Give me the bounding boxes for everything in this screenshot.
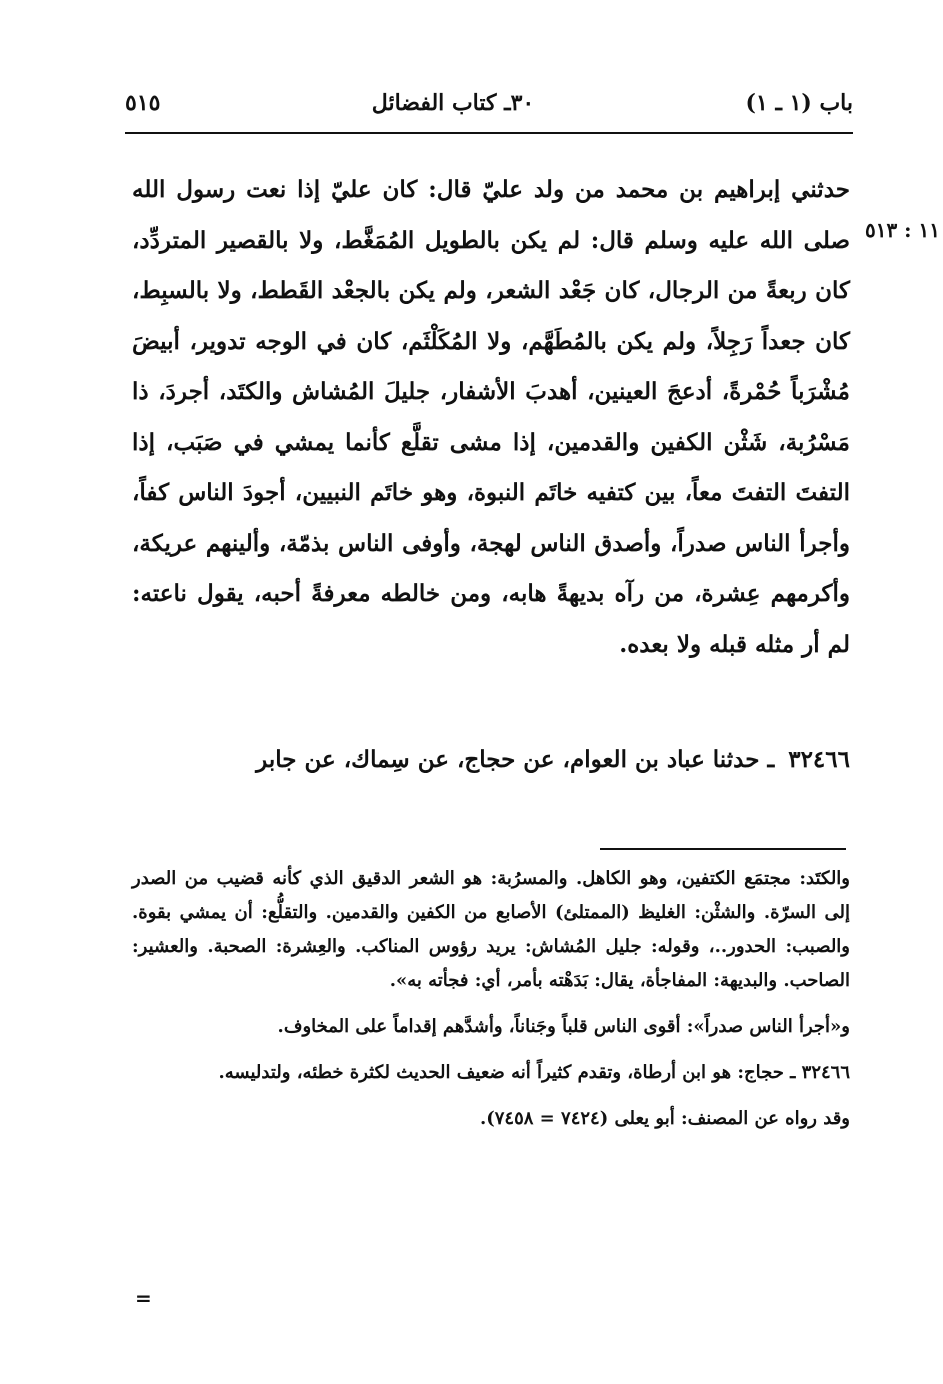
footnote-source: وقد رواه عن المصنف: أبو يعلى (٧٤٢٤ = ٧٤٥٨). xyxy=(479,1108,850,1129)
footnotes xyxy=(132,862,850,1146)
footnote-separator xyxy=(600,848,846,850)
chapter-label: باب (١ ـ ١) xyxy=(745,90,853,116)
hadith-entry xyxy=(132,735,850,785)
margin-reference: ١١ : ٥١٣ xyxy=(864,218,940,242)
page-header xyxy=(125,80,853,126)
footnote-narrator: ٣٢٤٦٦ ـ حجاج: هو ابن أرطاة، وتقدم كثيراً أنه ضعيف الحديث لكثرة خطئه، ولتدليسه. xyxy=(218,1062,850,1083)
hadith-text: ـ حدثنا عباد بن العوام، عن حجاج، عن سِماك، عن جابر xyxy=(256,746,775,773)
book-title: ٣٠ـ كتاب الفضائل xyxy=(371,90,535,116)
footnote-explanation: و«أجرأ الناس صدراً»: أقوى الناس قلباً وجَناناً، وأشدَّهم إقداماً على المخاوف. xyxy=(277,1016,850,1037)
main-paragraph: حدثني إبراهيم بن محمد من ولد عليّ قال: كان عليّ إذا نعت رسول الله صلى الله عليه وسلم قال: لم يكن بالطويل المُمَغَّط، ولا بالقصير المتردِّد، كان ربعةً من الرجال، كان جَعْد الشعر، ولم يكن بالجعْد القَطط، ولا بالسبِط، كان جعداً رَجِلاً، ولم يكن بالمُطَهَّم، ولا المُكَلْثَم، كان في الوجه تدوير، أبيضَ مُشْرَباً حُمْرةً، أدعجَ العينين، أهدبَ الأشفار، جليلَ المُشاش والكتَد، أجردَ، ذا مَسْرُبة، شَثْن الكفين والقدمين، إذا مشى تقلَّع كأنما يمشي في صَبَب، إذا التفتَ التفتَ معاً، بين كتفيه خاتَم النبوة، وهو خاتَم النبيين، أجودَ الناس كفاً، وأجرأ الناس صدراً، وأصدق الناس لهجة، وأوفى الناس بذمّة، وألينهم عريكة، وأكرمهم عِشرة، من رآه بديهةً هابه، ومن خالطه معرفةً أحبه، يقول ناعته: لم أر مثله قبله ولا بعده. xyxy=(132,176,850,658)
hadith-number: ٣٢٤٦٦ xyxy=(788,746,850,773)
header-rule xyxy=(125,132,853,134)
page-number: ٥١٥ xyxy=(125,90,161,116)
continuation-mark: = xyxy=(135,1286,152,1310)
footnote-glossary: والكتَد: مجتمَع الكتفين، وهو الكاهل. والمسرُبة: هو الشعر الدقيق الذي كأنه قضيب من الصدر إلى السرّة. والشثْن: الغليظ (الممتلئ) الأصابع من الكفين والقدمين. والتقلُّع: أن يمشي بقوة. والصبب: الحدور..، وقوله: جليل المُشاش: يريد رؤوس المناكب. والعِشرة: الصحبة. والعشير: الصاحب. والبديهة: المفاجأة، يقال: بَدَهْته بأمر، أي: فجأته به». xyxy=(132,868,850,991)
main-text xyxy=(132,165,850,670)
